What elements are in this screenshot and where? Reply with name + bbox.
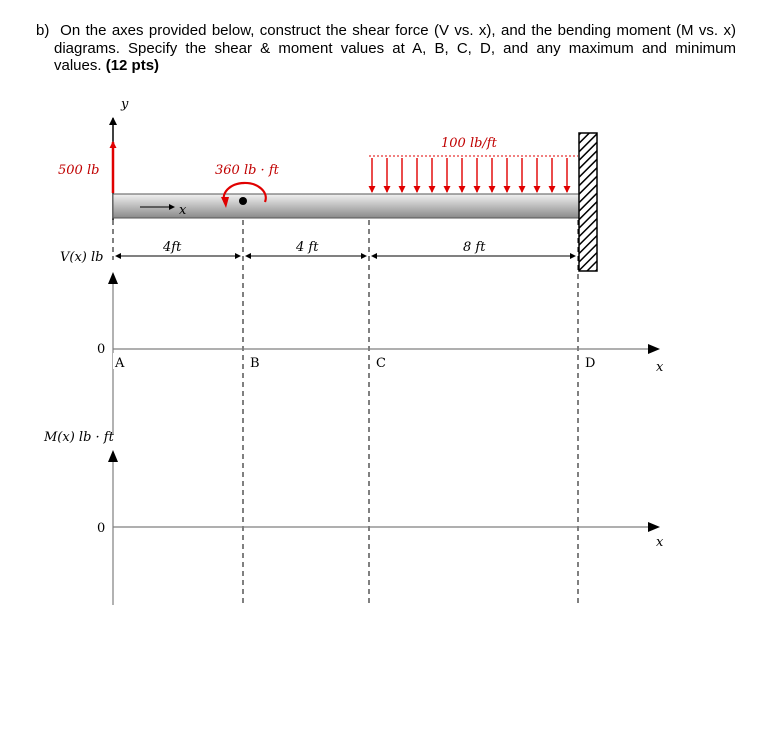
point-d-label: D — [585, 356, 596, 371]
span-3-label: 8 ft — [463, 240, 486, 255]
shear-axis-label — [60, 250, 103, 265]
shear-zero-label: 0 — [97, 342, 106, 357]
point-c-label: C — [376, 356, 386, 371]
shear-axis-label-text: V(x) lb — [60, 250, 104, 265]
beam-x-label: x — [179, 203, 187, 218]
question-line-2: diagrams. Specify the shear & moment values at A, B, C, D, and any maximum and minimum — [54, 39, 736, 57]
beam-y-label: y — [121, 97, 129, 112]
point-a-label: A — [115, 356, 125, 371]
moment-zero-label: 0 — [97, 521, 106, 536]
moment-x-axis-arrowhead — [648, 522, 660, 532]
moment-y-axis-arrowhead — [108, 450, 118, 462]
wall-support — [579, 133, 597, 271]
couple-center-dot — [239, 197, 247, 205]
point-force-label: 500 lb — [58, 163, 100, 178]
couple-moment-label: 360 lb · ft — [215, 163, 279, 178]
moment-axis-label: M(x) lb · ft — [44, 430, 114, 445]
question-line-3-text: values. — [54, 57, 102, 74]
question-line-1-text: On the axes provided below, construct the shear force (V vs. x), and the bending moment (M vs. x) — [60, 22, 736, 39]
shear-y-axis-arrowhead — [108, 272, 118, 284]
span-1-label: 4ft — [163, 240, 182, 255]
moment-x-label: x — [656, 535, 664, 550]
dist-load-arrows — [372, 158, 567, 192]
dist-load-label: 100 lb/ft — [441, 136, 497, 151]
span-2-label: 4 ft — [296, 240, 319, 255]
shear-x-label: x — [656, 360, 664, 375]
shear-x-axis-arrowhead — [648, 344, 660, 354]
point-b-label: B — [250, 356, 260, 371]
question-label: b) — [36, 22, 50, 39]
question-points: (12 pts) — [105, 57, 160, 74]
